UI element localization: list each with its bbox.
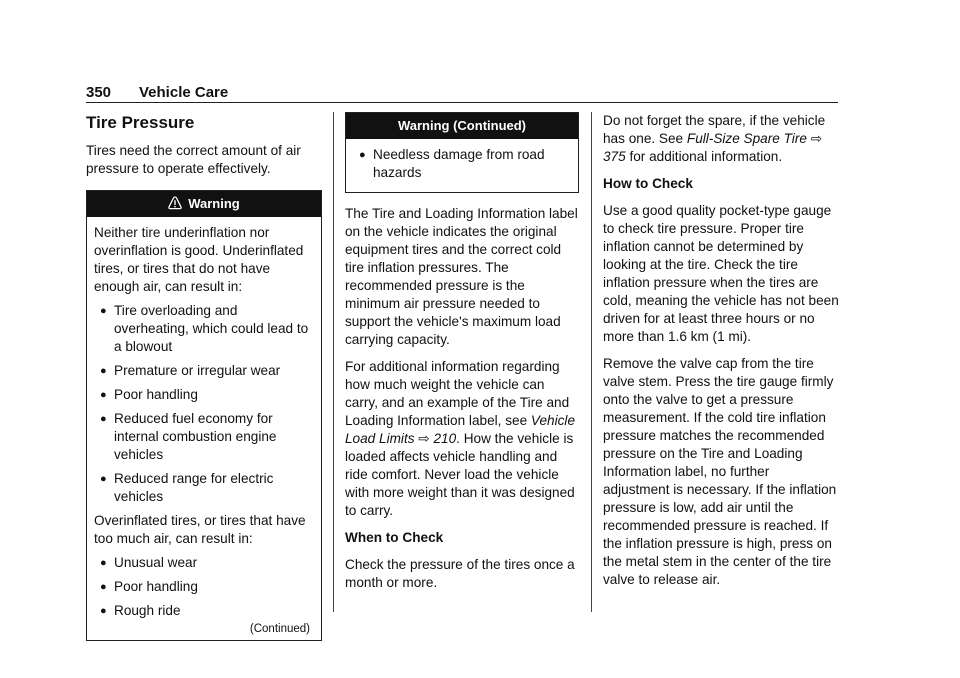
bullet-icon: ● xyxy=(100,413,107,425)
load-info-text-a: For additional information regarding how much weight the vehicle can carry, and an example of the Tire and Loading Information label, see xyxy=(345,359,570,428)
when-to-check-heading: When to Check xyxy=(345,530,444,545)
section-title: Tire Pressure xyxy=(86,113,195,132)
warning-paragraph-2: Overinflated tires, or tires that have too much air, can result in: xyxy=(94,513,306,546)
intro-paragraph: Tires need the correct amount of air pressure to operate effectively. xyxy=(86,143,301,176)
header-rule xyxy=(86,102,838,103)
bullet-icon: ● xyxy=(100,365,107,377)
spare-text-a: Do not forget the spare, if the vehicle has one. See xyxy=(603,113,826,146)
warning-continued-box xyxy=(345,112,579,193)
list-item-text: Reduced range for electric vehicles xyxy=(114,471,274,504)
list-item xyxy=(94,470,314,506)
page-ref-number: 210 xyxy=(433,431,457,446)
list-item-text: Unusual wear xyxy=(114,555,198,570)
list-item-text: Tire overloading and overheating, which could lead to a blowout xyxy=(114,303,309,354)
warning-continued-header: Warning (Continued) xyxy=(346,113,578,139)
bullet-icon: ● xyxy=(100,557,107,569)
column-1 xyxy=(86,112,322,641)
warning-header xyxy=(87,191,321,217)
column-separator-left xyxy=(333,112,334,612)
valve-paragraph: Remove the valve cap from the tire valve stem. Press the tire gauge firmly onto the valve to get a pressure measurement. If the cold tire inflation pressure matches the recommended pressure on the Tire and Loading Information label, no further adjustment is necessary. If the inflation pressure is low, add air until the recommended pressure is reached. If the inflation pressure is high, press on the metal stem in the center of the tire valve to release air. xyxy=(603,356,837,587)
bullet-icon: ● xyxy=(359,149,366,161)
list-item xyxy=(353,146,571,182)
warning-body xyxy=(87,217,321,640)
label-paragraph: The Tire and Loading Information label on the vehicle indicates the original equipment tires and the correct cold tire inflation pressures. The recommended pressure is the minimum air pressure needed to support the vehicle's maximum load carrying capacity. xyxy=(345,206,578,347)
chapter-title: Vehicle Care xyxy=(139,84,229,101)
list-item-text: Rough ride xyxy=(114,603,181,618)
spare-tire-ref: Full-Size Spare Tire xyxy=(686,131,807,146)
column-3 xyxy=(603,112,839,598)
list-item xyxy=(94,410,314,464)
bullet-icon: ● xyxy=(100,581,107,593)
page-number: 350 xyxy=(86,84,112,101)
how-to-check-heading: How to Check xyxy=(603,176,693,191)
bullet-icon: ● xyxy=(100,305,107,317)
list-item xyxy=(94,302,314,356)
list-item xyxy=(94,362,314,380)
list-item-text: Poor handling xyxy=(114,579,198,594)
list-item-text: Premature or irregular wear xyxy=(114,363,281,378)
bullet-icon: ● xyxy=(100,605,107,617)
list-item xyxy=(94,602,314,620)
list-item xyxy=(94,386,314,404)
when-to-check-paragraph: Check the pressure of the tires once a month or more. xyxy=(345,557,575,590)
list-item-text: Poor handling xyxy=(114,387,198,402)
continued-label: (Continued) xyxy=(249,623,310,635)
warning-box xyxy=(86,190,322,641)
warning-icon xyxy=(168,193,182,219)
bullet-icon: ● xyxy=(100,389,107,401)
page-ref-number: 375 xyxy=(603,149,626,164)
load-info-paragraph xyxy=(345,358,579,520)
warning-continued-body xyxy=(346,139,578,192)
list-item-text: Reduced fuel economy for internal combustion engine vehicles xyxy=(114,411,277,462)
page-ref-arrow-icon: ⇨ xyxy=(418,431,430,446)
warning-label: Warning xyxy=(188,196,240,211)
spare-text-b: for additional information. xyxy=(629,149,783,164)
load-info-text-b: . How the vehicle is loaded affects vehicle handling and ride comfort. Never load the vehicle with more weight than it was designed to carry. xyxy=(345,431,575,518)
warning-paragraph-1: Neither tire underinflation nor overinflation is good. Underinflated tires, or tires that do not have enough air, can result in: xyxy=(94,225,304,294)
column-separator-right xyxy=(591,112,592,612)
how-to-check-paragraph: Use a good quality pocket-type gauge to check tire pressure. Proper tire inflation cannot be determined by looking at the tire. Check the tire inflation pressure when the tires are cold, meaning the vehicle has not been driven for at least three hours or no more than 1.6 km (1 mi). xyxy=(603,203,839,344)
list-item-text: Needless damage from road hazards xyxy=(373,147,545,180)
vehicle-load-limits-ref: Vehicle Load Limits xyxy=(345,413,576,446)
spare-paragraph xyxy=(603,112,839,166)
column-2 xyxy=(345,112,579,601)
page-ref-arrow-icon: ⇨ xyxy=(810,131,823,146)
list-item xyxy=(94,578,314,596)
list-item xyxy=(94,554,314,572)
bullet-icon: ● xyxy=(100,473,107,485)
